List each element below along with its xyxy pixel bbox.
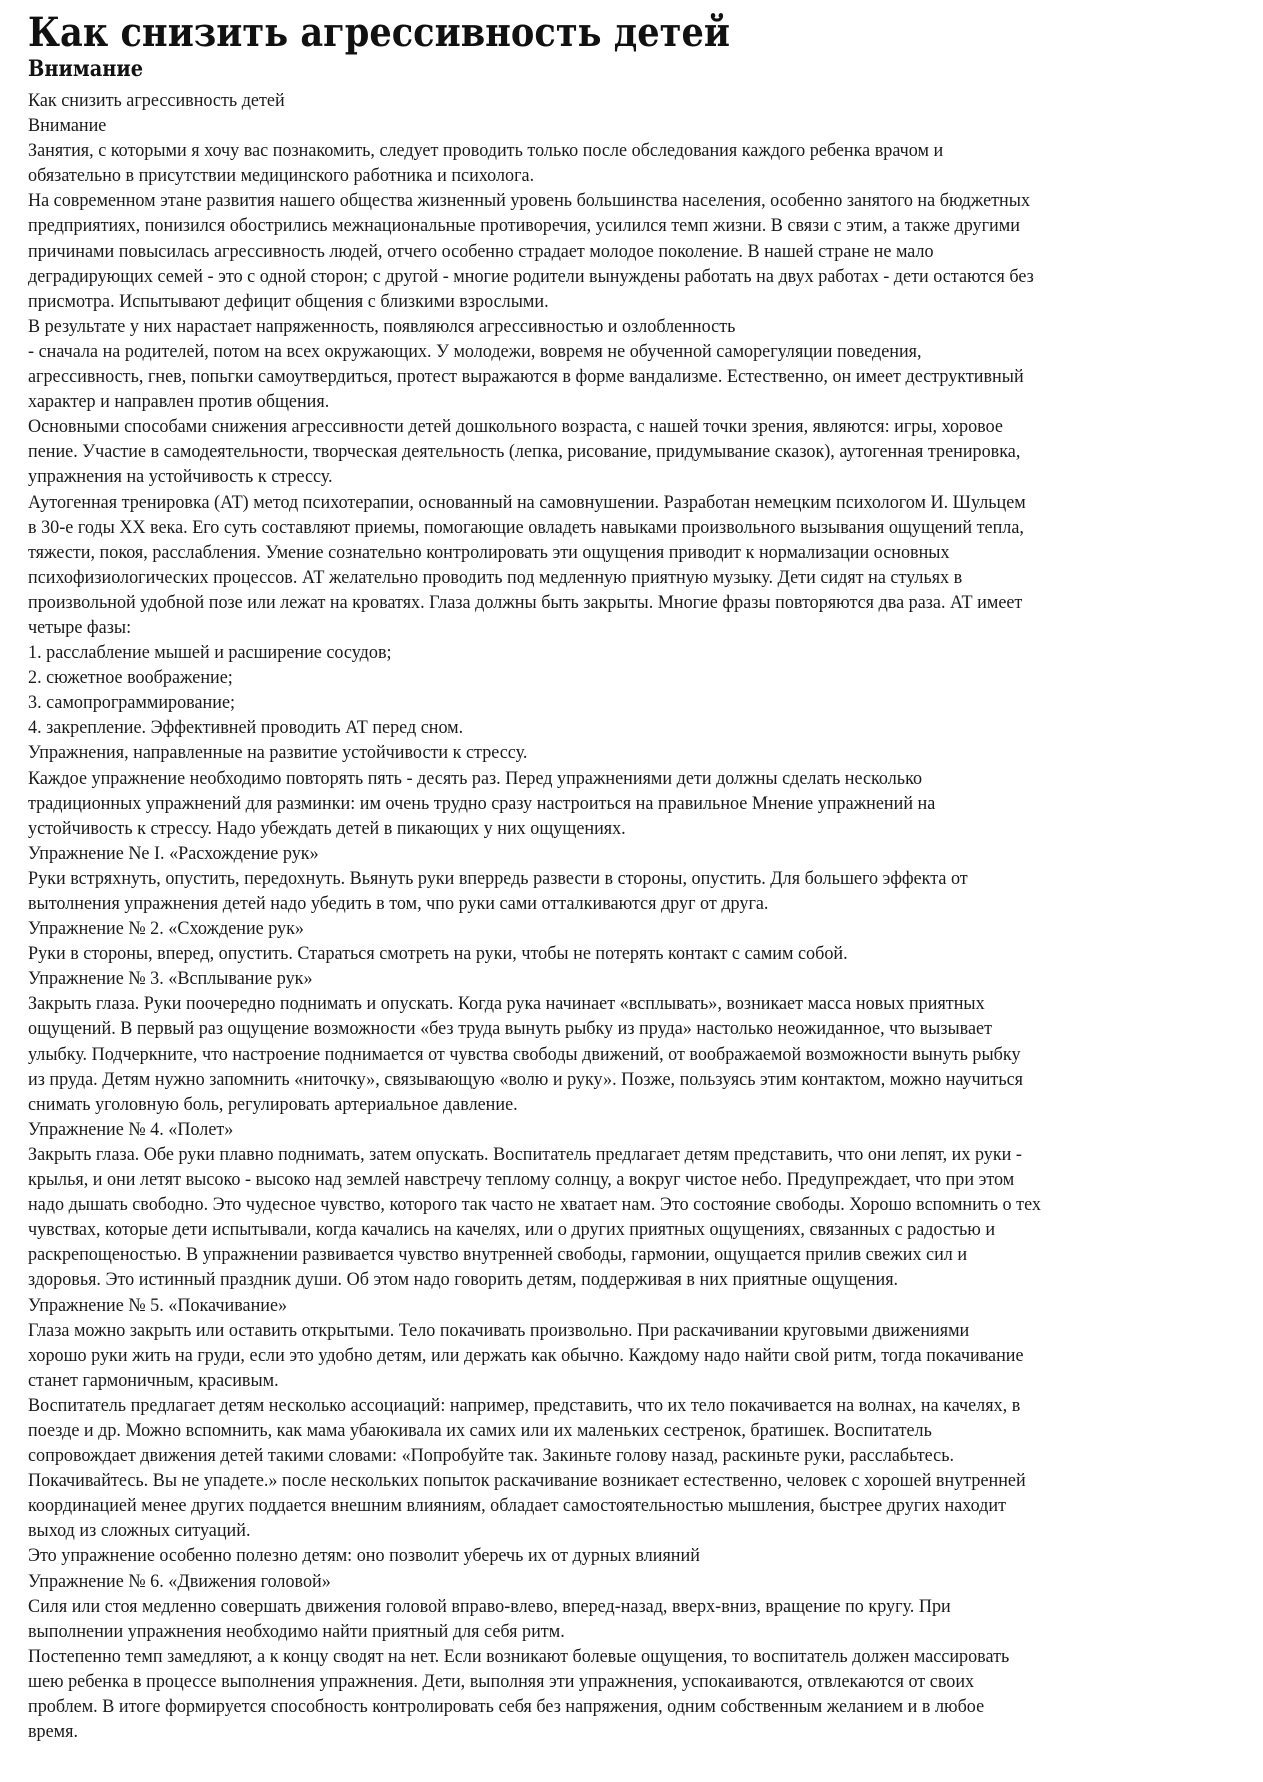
- text-line: время.: [28, 1721, 79, 1743]
- text-line: шею ребенка в процессе выполнения упражнения. Дети, выполняя эти упражнения, успокаиваются, отвлекаются от своих: [28, 1670, 975, 1692]
- text-line: 3. самопрограммирование;: [28, 692, 236, 714]
- text-line: Покачивайтесь. Вы не упадете.» после нескольких попыток раскачивание возникает естественно, человек с хорошей внутренней: [28, 1470, 1026, 1492]
- text-line: - сначала на родителей, потом на всех окружающих. У молодежи, вовремя не обученной саморегуляции поведения,: [28, 340, 922, 362]
- text-line: причинами повысилась агрессивность людей, отчего особенно страдает молодое поколение. В нашей стране не мало: [28, 240, 934, 262]
- text-line: Упражнение Ne I. «Расхождение рук»: [28, 842, 319, 864]
- text-line: Закрыть глаза. Руки поочередно поднимать и опускать. Когда рука начинает «всплывать», возникает масса новых приятных: [28, 993, 985, 1015]
- text-line: снимать уголовную боль, регулировать артериальное давление.: [28, 1093, 518, 1115]
- text-line: улыбку. Подчеркните, что настроение поднимается от чувства свободы движений, от воображаемой возможности вынуть рыбку: [28, 1043, 1021, 1065]
- text-line: выход из сложных ситуаций.: [28, 1520, 251, 1542]
- text-line: Основными способами снижения агрессивности детей дошкольного возраста, с нашей точки зрения, являются: игры, хоровое: [28, 416, 1003, 438]
- document-page: [28, 10, 1258, 1744]
- text-line: ощущений. В первый раз ощущение возможности «без труда вынуть рыбку из пруда» настолько неожиданное, что вызывает: [28, 1018, 993, 1040]
- text-line: раскрепощеностью. В упражнении развивается чувство внутренней свободы, гармонии, ощущается прилив свежих сил и: [28, 1244, 968, 1266]
- text-line: 2. сюжетное воображение;: [28, 667, 233, 689]
- text-line: Занятия, с которыми я хочу вас познакомить, следует проводить только после обследования каждого ребенка врачом и: [28, 140, 944, 162]
- text-line: агрессивность, гнев, попьгки самоутвердиться, протест выражаются в форме вандализме. Естественно, он имеет деструктивный: [28, 366, 1024, 388]
- text-line: Упражнение № 6. «Движения головой»: [28, 1570, 331, 1592]
- text-line: Постепенно темп замедляют, а к концу сводят на нет. Если возникают болевые ощущения, то воспитатель должен массировать: [28, 1645, 1010, 1667]
- text-line: характер и направлен против общения.: [28, 391, 330, 413]
- text-line: устойчивость к стрессу. Надо убеждать детей в пикающих у них ощущениях.: [28, 817, 626, 839]
- text-line: Как снизить агрессивность детей: [28, 90, 285, 111]
- text-line: сопровождает движения детей такими словами: «Попробуйте так. Закиньте голову назад, раскиньте руки, расслабьтесь.: [28, 1445, 955, 1467]
- document-body: [28, 88, 1258, 1744]
- text-line: традиционных упражнений для разминки: им очень трудно сразу настроиться на правильное Мнение упражнений на: [28, 792, 936, 814]
- text-line: Закрыть глаза. Обе руки плавно поднимать, затем опускать. Воспитатель предлагает детям представить, что они лепят, их руки -: [28, 1143, 1022, 1165]
- text-line: здоровья. Это истинный праздник души. Об этом надо говорить детям, поддерживая в них приятные ощущения.: [28, 1269, 899, 1291]
- text-line: координацией менее других поддается внешним влияниям, обладает самостоятельностью мышления, быстрее других находит: [28, 1495, 1007, 1517]
- text-line: крылья, и они летят высоко - высоко над землей навстречу теплому солнцу, а вокруг чистое небо. Предупреждает, что при этом: [28, 1169, 1015, 1191]
- text-line: Силя или стоя медленно совершать движения головой вправо-влево, вперед-назад, вверх-вниз, вращение по кругу. При: [28, 1595, 951, 1617]
- text-line: Внимание: [28, 115, 107, 137]
- text-line: психофизиологических процессов. АТ желательно проводить под медленную приятную музыку. Дети сидят на стульях в: [28, 566, 963, 588]
- text-line: Упражнения, направленные на развитие устойчивости к стрессу.: [28, 742, 528, 764]
- text-line: Воспитатель предлагает детям несколько ассоциаций: например, представить, что их тело покачивается на волнах, на качелях, в: [28, 1394, 1021, 1416]
- text-line: Руки в стороны, вперед, опустить. Стараться смотреть на руки, чтобы не потерять контакт с самим собой.: [28, 943, 848, 965]
- text-line: четыре фазы:: [28, 616, 132, 638]
- text-line: Упражнение № 4. «Полет»: [28, 1118, 234, 1140]
- text-line: Руки встряхнуть, опустить, передохнуть. Вьянуть руки вперредь развести в стороны, опустить. Для большего эффекта от: [28, 867, 968, 889]
- text-line: Каждое упражнение необходимо повторять пять - десять раз. Перед упражнениями дети должны сделать несколько: [28, 767, 923, 789]
- text-line: предприятиях, понизился обострились межнациональные противоречия, усилился темп жизни. В связи с этим, а также другими: [28, 215, 1020, 237]
- text-line: Упражнение № 2. «Схождение рук»: [28, 918, 305, 940]
- text-line: хорошо руки жить на груди, если это удобно детям, или держать как обычно. Каждому надо найти свой ритм, тогда покачивание: [28, 1344, 1024, 1366]
- text-line: На современном этане развития нашего общества жизненный уровень большинства населения, особенно занятого на бюджетных: [28, 190, 1031, 212]
- text-line: станет гармоничным, красивым.: [28, 1369, 279, 1391]
- text-line: надо дышать свободно. Это чудесное чувство, которого так часто не хватает нам. Это состояние свободы. Хорошо вспомнить о тех: [28, 1194, 1041, 1216]
- text-line: Это упражнение особенно полезно детям: оно позволит уберечь их от дурных влияний: [28, 1545, 700, 1567]
- text-line: из пруда. Детям нужно запомнить «ниточку», связывающую «волю и руку». Позже, пользуясь этим контактом, можно научиться: [28, 1068, 1024, 1090]
- text-line: В результате у них нарастает напряженность, появляюлся агрессивностью и озлобленность: [28, 315, 736, 337]
- page-title: Как снизить агрессивность детей: [28, 9, 730, 56]
- text-line: деградирующих семей - это с одной сторон; с другой - многие родители вынуждены работать на двух работах - дети остаются без: [28, 265, 1034, 287]
- text-line: пение. Участие в самодеятельности, творческая деятельность (лепка, рисование, придумывание сказок), аутогенная тренировка,: [28, 441, 1021, 463]
- text-line: присмотра. Испытывают дефицит общения с близкими взрослыми.: [28, 290, 549, 312]
- text-line: чувствах, которые дети испытывали, когда качались на качелях, или о других приятных ощущениях, связанных с радостью и: [28, 1219, 996, 1241]
- text-line: проблем. В итоге формируется способность контролировать себя без напряжения, одним собственным желанием и в любое: [28, 1696, 985, 1717]
- text-line: обязательно в присутствии медицинского работника и психолога.: [28, 165, 535, 187]
- text-line: упражнения на устойчивость к стрессу.: [28, 466, 333, 488]
- text-line: 4. закрепление. Эффективней проводить АТ перед сном.: [28, 717, 464, 739]
- text-line: в 30-е годы XX века. Его суть составляют приемы, помогающие овладеть навыками произвольного вызывания ощущений тепла,: [28, 516, 1024, 538]
- page-subtitle: Внимание: [28, 56, 144, 82]
- text-line: Упражнение № 5. «Покачивание»: [28, 1294, 288, 1316]
- text-line: Аутогенная тренировка (АТ) метод психотерапии, основанный на самовнушении. Разработан немецким психологом И. Шульцем: [28, 491, 1026, 513]
- text-line: выполнении упражнения необходимо найти приятный для себя ритм.: [28, 1620, 565, 1642]
- text-line: Упражнение № 3. «Всплывание рук»: [28, 968, 313, 990]
- text-line: 1. расслабление мышей и расширение сосудов;: [28, 642, 392, 664]
- text-line: Глаза можно закрыть или оставить открытыми. Тело покачивать произвольно. При раскачивании круговыми движениями: [28, 1319, 970, 1341]
- text-line: вытолнения упражнения детей надо убедить в том, чпо руки сами отталкиваются друг от друга.: [28, 893, 769, 914]
- text-line: поезде и др. Можно вспомнить, как мама убаюкивала их самих или их маленьких сестренок, братишек. Воспитатель: [28, 1419, 932, 1441]
- text-line: произвольной удобной позе или лежат на кроватях. Глаза должны быть закрыты. Многие фразы повторяются два раза. АТ имеет: [28, 591, 1023, 613]
- text-line: тяжести, покоя, расслабления. Умение сознательно контролировать эти ощущения приводит к нормализации основных: [28, 541, 950, 563]
